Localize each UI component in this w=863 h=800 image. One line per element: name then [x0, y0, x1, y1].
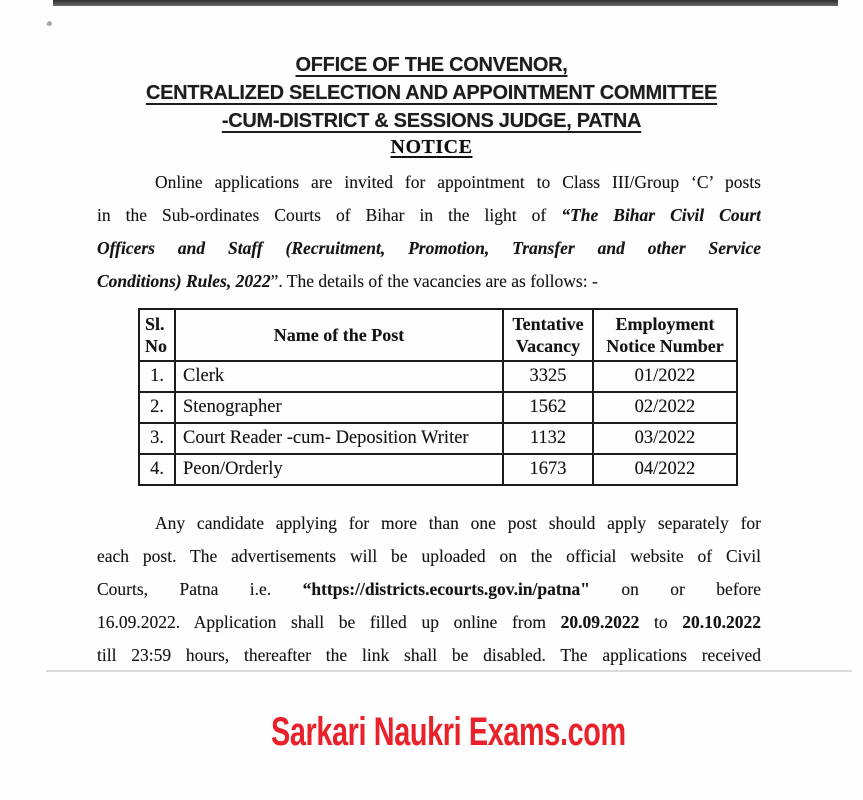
intro-line-2: in the Sub-ordinates Courts of Bihar in the light of [97, 205, 562, 225]
cell-sl-no: 3. [139, 423, 175, 454]
text-line [97, 639, 761, 672]
text-line [97, 232, 761, 265]
table-header-row [139, 309, 737, 361]
website-url: “https://districts.ecourts.gov.in/patna" [302, 579, 590, 599]
cell-sl-no: 1. [139, 361, 175, 392]
cell-notice-number: 03/2022 [593, 423, 737, 454]
text-line [97, 507, 761, 540]
application-line-3: Courts, Patna i.e. [97, 579, 303, 599]
cell-vacancy: 1132 [503, 423, 593, 454]
start-date: 20.09.2022 [560, 612, 640, 632]
application-line-5: till 23:59 hours, thereafter the link shall be disabled. The applications received [97, 645, 761, 665]
intro-line-4: ”. The details of the vacancies are as follows: - [270, 271, 598, 291]
cell-vacancy: 3325 [503, 361, 593, 392]
watermark [0, 712, 863, 752]
col-header-notice-number: Employment Notice Number [593, 309, 737, 361]
letterhead [0, 51, 863, 135]
application-line-1: Any candidate applying for more than one post should apply separately for [155, 513, 761, 533]
application-line-3-end: on or before [589, 579, 761, 599]
text-line [97, 199, 761, 232]
table-row [139, 454, 737, 485]
scan-speckle [46, 20, 53, 27]
rules-title-part-2: Officers and Staff (Recruitment, Promotion, Transfer and other Service [97, 238, 761, 258]
office-title-line-1: OFFICE OF THE CONVENOR, [295, 54, 568, 76]
cell-sl-no: 2. [139, 392, 175, 423]
scan-divider-line [46, 670, 852, 672]
application-paragraph [97, 507, 761, 672]
notice-heading: NOTICE [390, 136, 473, 158]
rules-title-part-3: Conditions) Rules, 2022 [97, 271, 271, 291]
cell-notice-number: 02/2022 [593, 392, 737, 423]
text-line [97, 265, 761, 298]
intro-line-1: Online applications are invited for appointment to Class III/Group ‘C’ posts [155, 172, 761, 192]
cell-vacancy: 1562 [503, 392, 593, 423]
intro-paragraph [97, 166, 761, 298]
col-header-tentative-vacancy: Tentative Vacancy [503, 309, 593, 361]
application-line-4: 16.09.2022. Application shall be filled up online from [97, 612, 561, 632]
text-line [97, 540, 761, 573]
cell-post-name: Court Reader -cum- Deposition Writer [175, 423, 503, 454]
watermark-text: Sarkari Naukri Exams.com [271, 710, 626, 754]
cell-post-name: Peon/Orderly [175, 454, 503, 485]
office-title-line-2: CENTRALIZED SELECTION AND APPOINTMENT COMMITTEE [145, 82, 718, 104]
cell-post-name: Clerk [175, 361, 503, 392]
cell-sl-no: 4. [139, 454, 175, 485]
office-title-line-3: -CUM-DISTRICT & SESSIONS JUDGE, PATNA [221, 110, 642, 132]
end-date: 20.10.2022 [682, 612, 761, 632]
vacancy-table [138, 308, 738, 486]
application-line-2: each post. The advertisements will be uploaded on the official website of Civil [97, 546, 761, 566]
text-line [97, 606, 761, 639]
date-separator: to [639, 612, 683, 632]
table-row [139, 423, 737, 454]
table-row [139, 392, 737, 423]
rules-title-part-1: “The Bihar Civil Court [561, 205, 761, 225]
col-header-post-name: Name of the Post [175, 309, 503, 361]
cell-post-name: Stenographer [175, 392, 503, 423]
table-row [139, 361, 737, 392]
text-line [97, 166, 761, 199]
cell-vacancy: 1673 [503, 454, 593, 485]
scan-edge-bar [53, 0, 838, 6]
cell-notice-number: 04/2022 [593, 454, 737, 485]
text-line [97, 573, 761, 606]
col-header-sl-no: Sl. No [139, 309, 175, 361]
cell-notice-number: 01/2022 [593, 361, 737, 392]
